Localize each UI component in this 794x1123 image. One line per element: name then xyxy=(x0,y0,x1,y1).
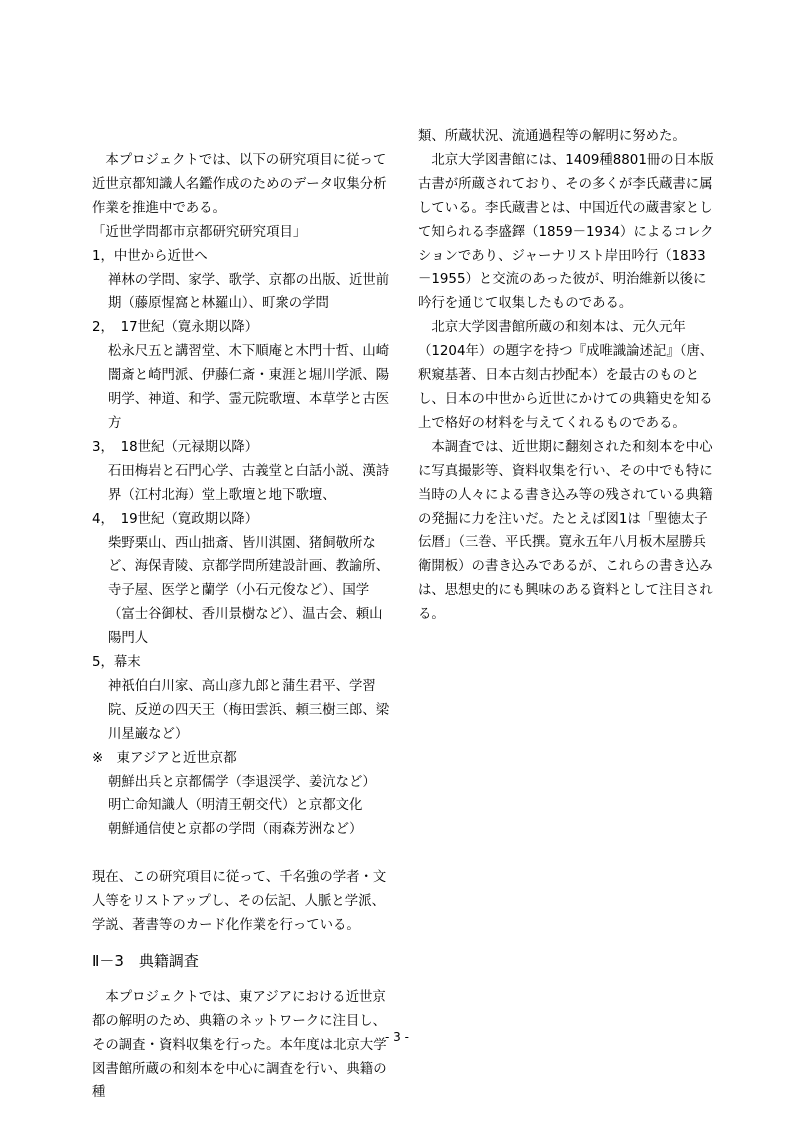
research-item-body: 神祇伯白川家、高山彦九郎と蒲生君平、学習院、反逆の四天王（梅田雲浜、頼三樹三郎、梁川星巌など） xyxy=(108,678,390,742)
research-item-2 xyxy=(92,316,392,436)
survey-paragraph: 本調査では、近世期に翻刻された和刻本を中心に写真撮影等、資料収集を行い、その中でも特に当時の人々による書き込み等の残されている典籍の発掘に力を注いだ。たとえば図1は「聖徳太子伝暦」（三巻、平氏撰。寛永五年八月板木屋勝兵衛開板）の書き込みであるが、これらの書き込みは、思想史的にも興味のある資料として注目される。 xyxy=(418,439,713,623)
research-item-1 xyxy=(92,245,392,317)
research-item-3 xyxy=(92,436,392,508)
continuation-text: 類、所蔵状況、流通過程等の解明に努めた。 xyxy=(418,129,686,144)
research-list-title: 「近世学問都市京都研究研究項目」 xyxy=(92,224,307,240)
research-item-heading: 4， 19世紀（寛政期以降） xyxy=(92,511,259,527)
right-column xyxy=(418,125,718,627)
research-item-body: 石田梅岩と石門心学、古義堂と白話小説、漢詩界（江村北海）堂上歌壇と地下歌壇、 xyxy=(108,463,390,503)
research-item-heading: 1，中世から近世へ xyxy=(92,248,208,264)
east-asia-heading: ※ 東アジアと近世京都 xyxy=(92,750,237,766)
beijing-library-paragraph: 北京大学図書館には、1409種8801冊の日本版古書が所蔵されており、その多くが李氏蔵書に属している。李氏蔵書とは、中国近代の蔵書家として知られる李盛鐸（1859－1934）によるコレクションであり、ジャーナリスト岸田吟行（1833－1955）と交流のあった彼が、明治維新以後に吟行を通じて収集したものである。 xyxy=(418,152,714,312)
east-asia-item xyxy=(92,747,392,843)
research-item-heading: 5，幕末 xyxy=(92,655,141,671)
research-item-body: 禅林の学問、家学、歌学、京都の出版、近世前期（藤原惺窩と林羅山）、町衆の学問 xyxy=(108,272,390,312)
research-item-heading: 2， 17世紀（寛永期以降） xyxy=(92,320,259,336)
east-asia-line: 朝鮮通信使と京都の学問（雨森芳洲など） xyxy=(108,822,363,838)
research-item-heading: 3， 18世紀（元禄期以降） xyxy=(92,439,259,455)
east-asia-line: 朝鮮出兵と京都儒学（李退渓学、姜沆など） xyxy=(108,774,376,790)
section-title: Ⅱ－3 典籍調査 xyxy=(92,951,199,970)
left-column xyxy=(92,149,392,1105)
research-item-4 xyxy=(92,508,392,651)
research-item-body: 松永尺五と講習堂、木下順庵と木門十哲、山崎闇斎と崎門派、伊藤仁斎・東涯と堀川学派、陽明学、神道、和学、霊元院歌壇、本草学と古医方 xyxy=(108,344,390,431)
status-paragraph: 現在、この研究項目に従って、千名強の学者・文人等をリストアップし、その伝記、人脈と学派、学説、著書等のカード化作業を行っている。 xyxy=(92,870,387,933)
research-item-body: 柴野栗山、西山拙斎、皆川淇園、猪飼敬所など、海保青陵、京都学問所建設計画、教諭所、寺子屋、医学と蘭学（小石元俊など）、国学（富士谷御杖、香川景樹など）、温古会、頼山陽門人 xyxy=(108,535,390,647)
wakokubon-paragraph: 北京大学図書館所蔵の和刻本は、元久元年（1204年）の題字を持つ『成唯識論述記』（唐、釈窺基著、日本古刻古抄配本）を最古のものとし、日本の中世から近世にかけての典籍史を知る上で格好の材料を与えてくれるものである。 xyxy=(418,320,714,431)
east-asia-line: 明亡命知識人（明清王朝交代）と京都文化 xyxy=(108,798,363,814)
section-intro-paragraph: 本プロジェクトでは、東アジアにおける近世京都の解明のため、典籍のネットワークに注目し、その調査・資料収集を行った。本年度は北京大学図書館所蔵の和刻本を中心に調査を行い、典籍の種 xyxy=(92,989,387,1101)
page-number: - 3 - xyxy=(385,1030,409,1044)
intro-paragraph: 本プロジェクトでは、以下の研究項目に従って近世京都知識人名鑑作成のためのデータ収集分析作業を推進中である。 xyxy=(92,153,387,216)
research-item-5 xyxy=(92,651,392,747)
